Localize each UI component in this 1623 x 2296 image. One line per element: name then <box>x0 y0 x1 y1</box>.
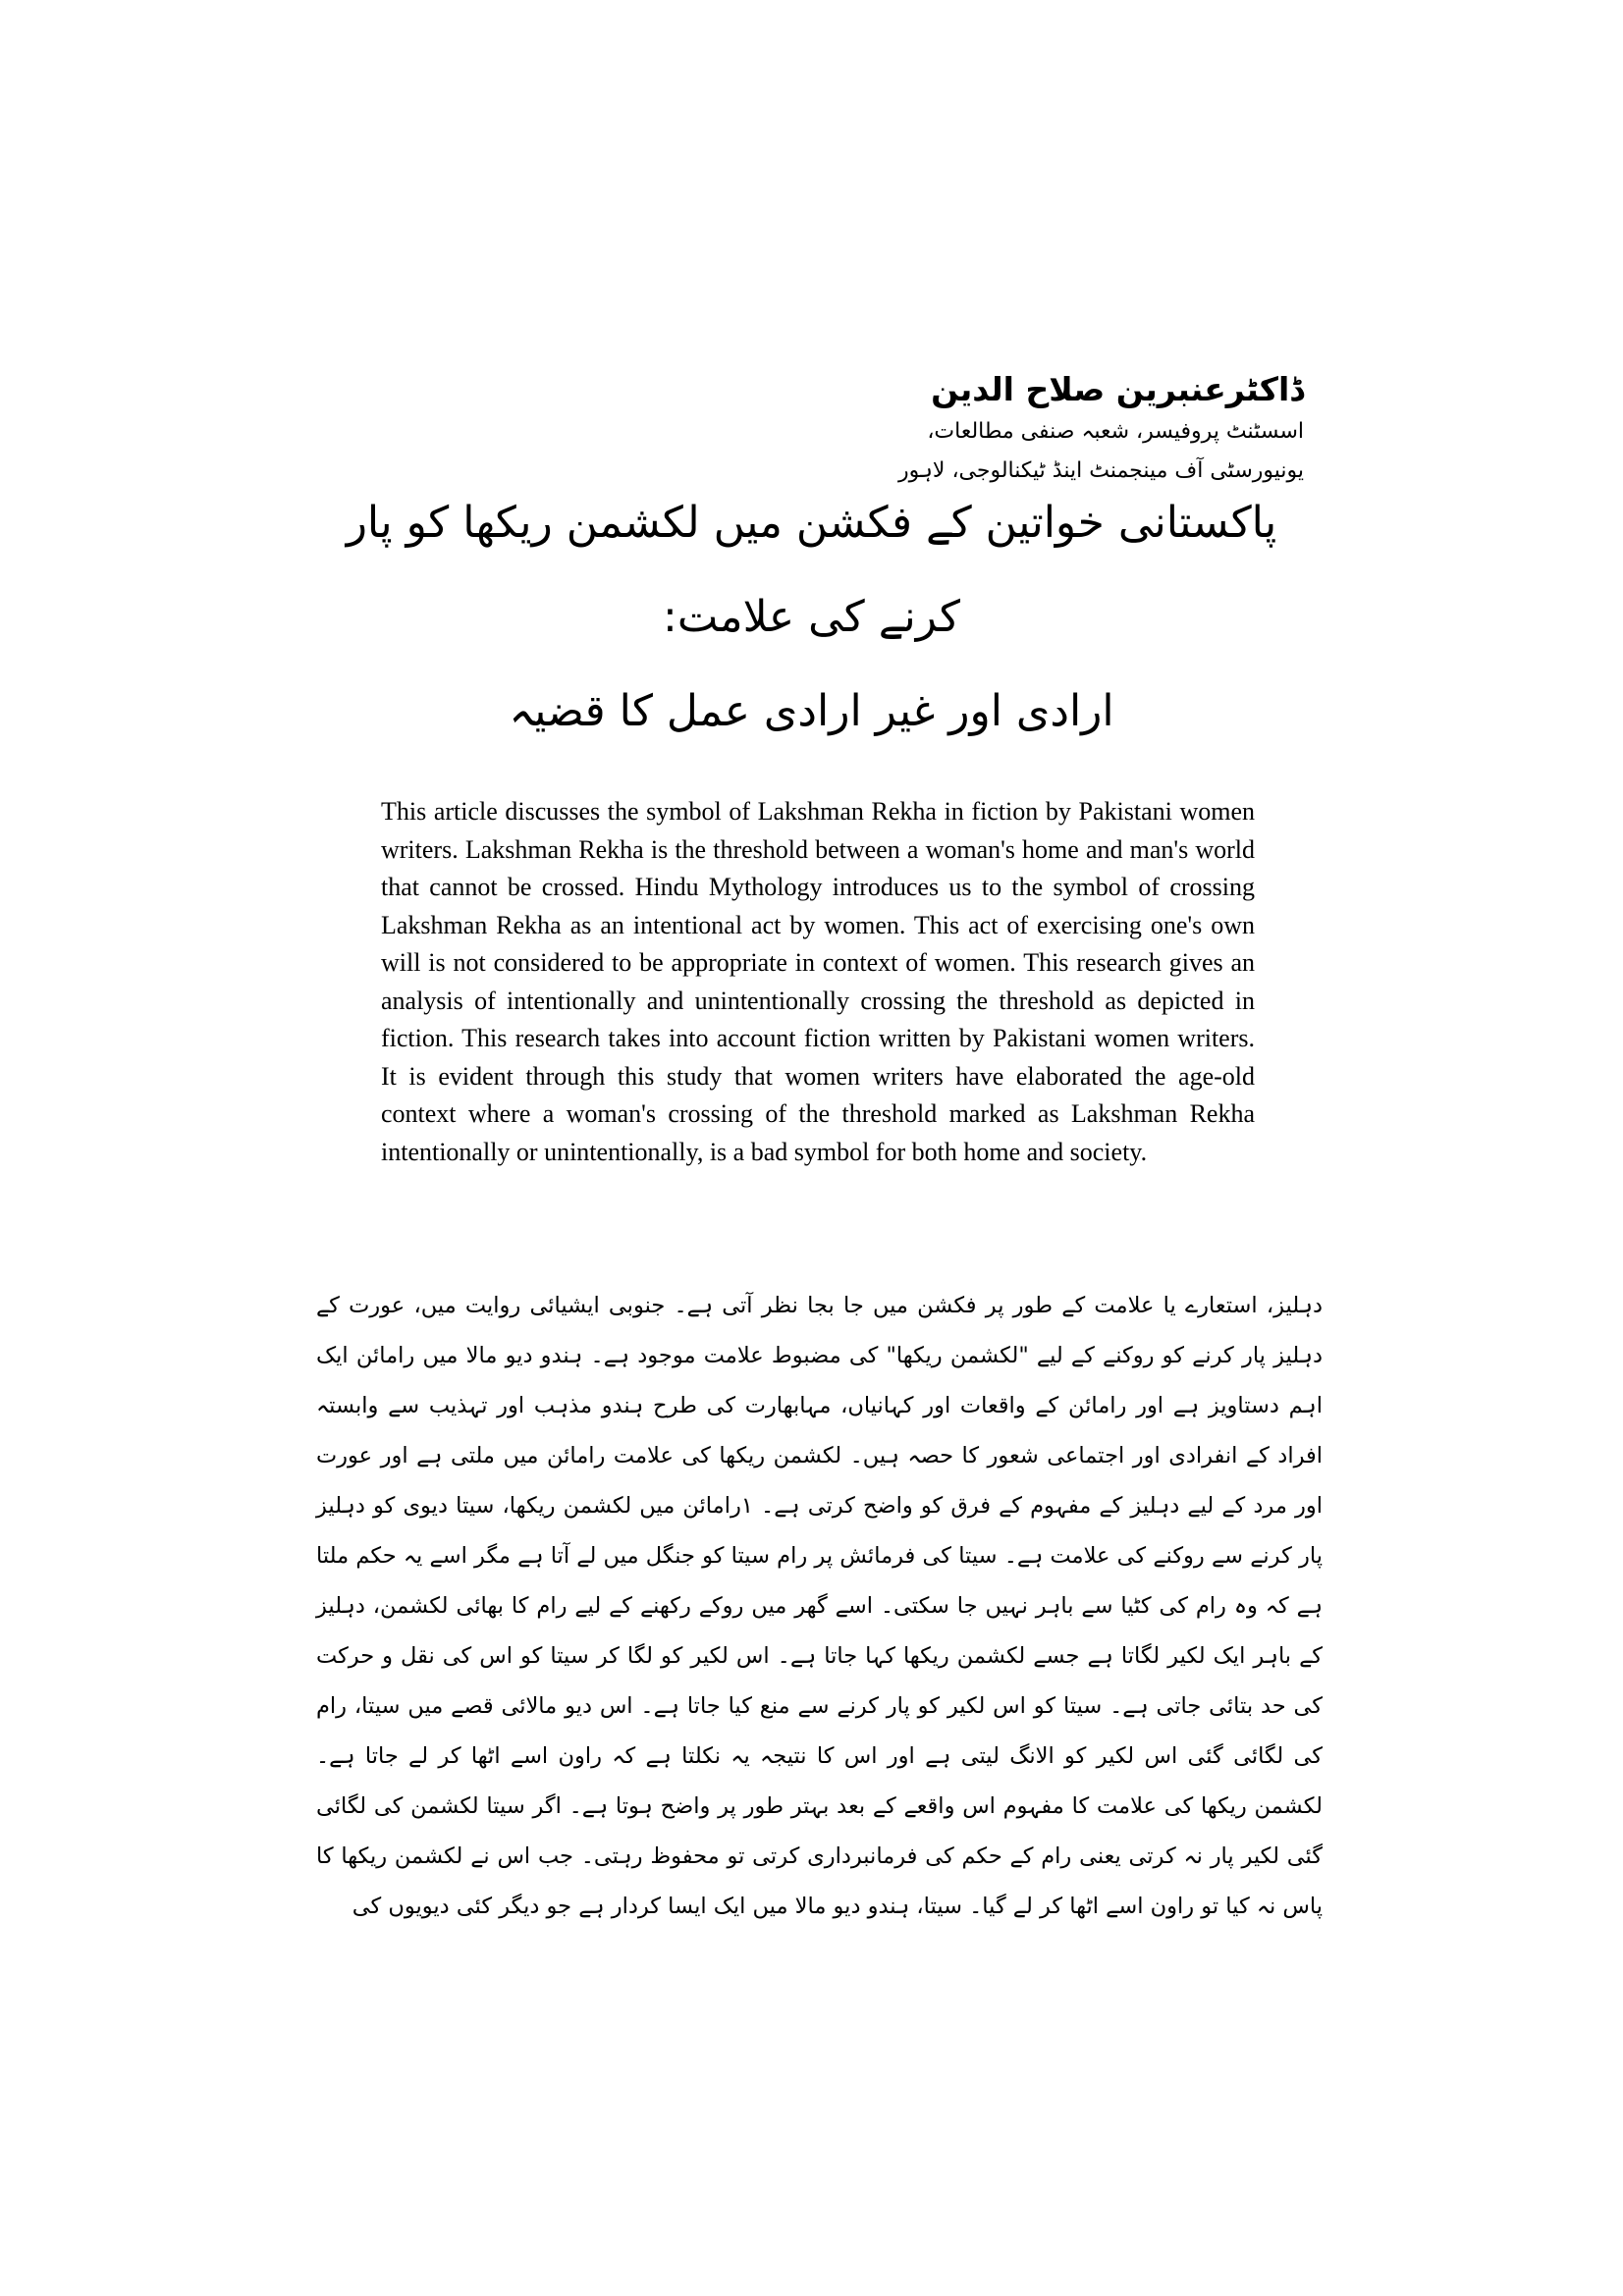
body-paragraph: دہلیز، استعارے یا علامت کے طور پر فکشن میں جا بجا نظر آتی ہے۔ جنوبی ایشیائی روایت میں، عورت کے دہلیز پار کرنے کو روکنے کے لیے "لکشمن ریکھا" کی مضبوط علامت موجود ہے۔ ہندو دیو مالا میں رامائن ایک اہم دستاویز ہے اور رامائن کے واقعات اور کہانیاں، مہابھارت کی طرح ہندو مذہب اور تہذیب سے وابستہ افراد کے انفرادی اور اجتماعی شعور کا حصہ ہیں۔ لکشمن ریکھا کی علامت رامائن میں ملتی ہے اور عورت اور مرد کے لیے دہلیز کے مفہوم کے فرق کو واضح کرتی ہے۔ ۱رامائن میں لکشمن ریکھا، سیتا دیوی کو دہلیز پار کرنے سے روکنے کی علامت ہے۔ سیتا کی فرمائش پر رام سیتا کو جنگل میں لے آتا ہے مگر اسے یہ حکم ملتا ہے کہ وہ رام کی کٹیا سے باہر نہیں جا سکتی۔ اسے گھر میں روکے رکھنے کے لیے رام کا بھائی لکشمن، دہلیز کے باہر ایک لکیر لگاتا ہے جسے لکشمن ریکھا کہا جاتا ہے۔ اس لکیر کو لگا کر سیتا کو اس کی نقل و حرکت کی حد بتائی جاتی ہے۔ سیتا کو اس لکیر کو پار کرنے سے منع کیا جاتا ہے۔ اس دیو مالائی قصے میں سیتا، رام کی لگائی گئی اس لکیر کو الانگ لیتی ہے اور اس کا نتیجہ یہ نکلتا ہے کہ راون اسے اٹھا کر لے جاتا ہے۔ لکشمن ریکھا کی علامت کا مفہوم اس واقعے کے بعد بہتر طور پر واضح ہوتا ہے۔ اگر سیتا لکشمن کی لگائی گئی لکیر پار نہ کرتی یعنی رام کے حکم کی فرمانبرداری کرتی تو محفوظ رہتی۔ جب اس نے لکشمن ریکھا کا پاس نہ کیا تو راون اسے اٹھا کر لے گیا۔ سیتا، ہندو دیو مالا میں ایک ایسا کردار ہے جو دیگر کئی دیویوں کی <box>316 1293 1323 1919</box>
abstract: This article discusses the symbol of Lakshman Rekha in fiction by Pakistani women writers. Lakshman Rekha is the threshold between a woman's home and man's world that cannot be crossed. Hindu Mythology introduces us to the symbol of crossing Lakshman Rekha as an intentional act by women. This act of exercising one's own will is not considered to be appropriate in context of women. This research gives an analysis of intentionally and unintentionally crossing the threshold as depicted in fiction. This research takes into account fiction written by Pakistani women writers. It is evident through this study that women writers have elaborated the age-old context where a woman's crossing of the threshold marked as Lakshman Rekha intentionally or unintentionally, is a bad symbol for both home and society. <box>381 797 1255 1166</box>
author-name: ڈاکٹرعنبرین صلاح الدین <box>931 370 1304 408</box>
author-block <box>617 367 1304 491</box>
title-line-2: ارادی اور غیر ارادی عمل کا قضیہ <box>509 686 1114 736</box>
author-designation: اسسٹنٹ پروفیسر، شعبہ صنفی مطالعات، <box>927 419 1304 444</box>
title-line-1: پاکستانی خواتین کے فکشن میں لکشمن ریکھا کو پار کرنے کی علامت: <box>346 498 1277 642</box>
author-institution: یونیورسٹی آف مینجمنٹ اینڈ ٹیکنالوجی، لاہور <box>898 458 1304 483</box>
article-title <box>319 476 1304 759</box>
